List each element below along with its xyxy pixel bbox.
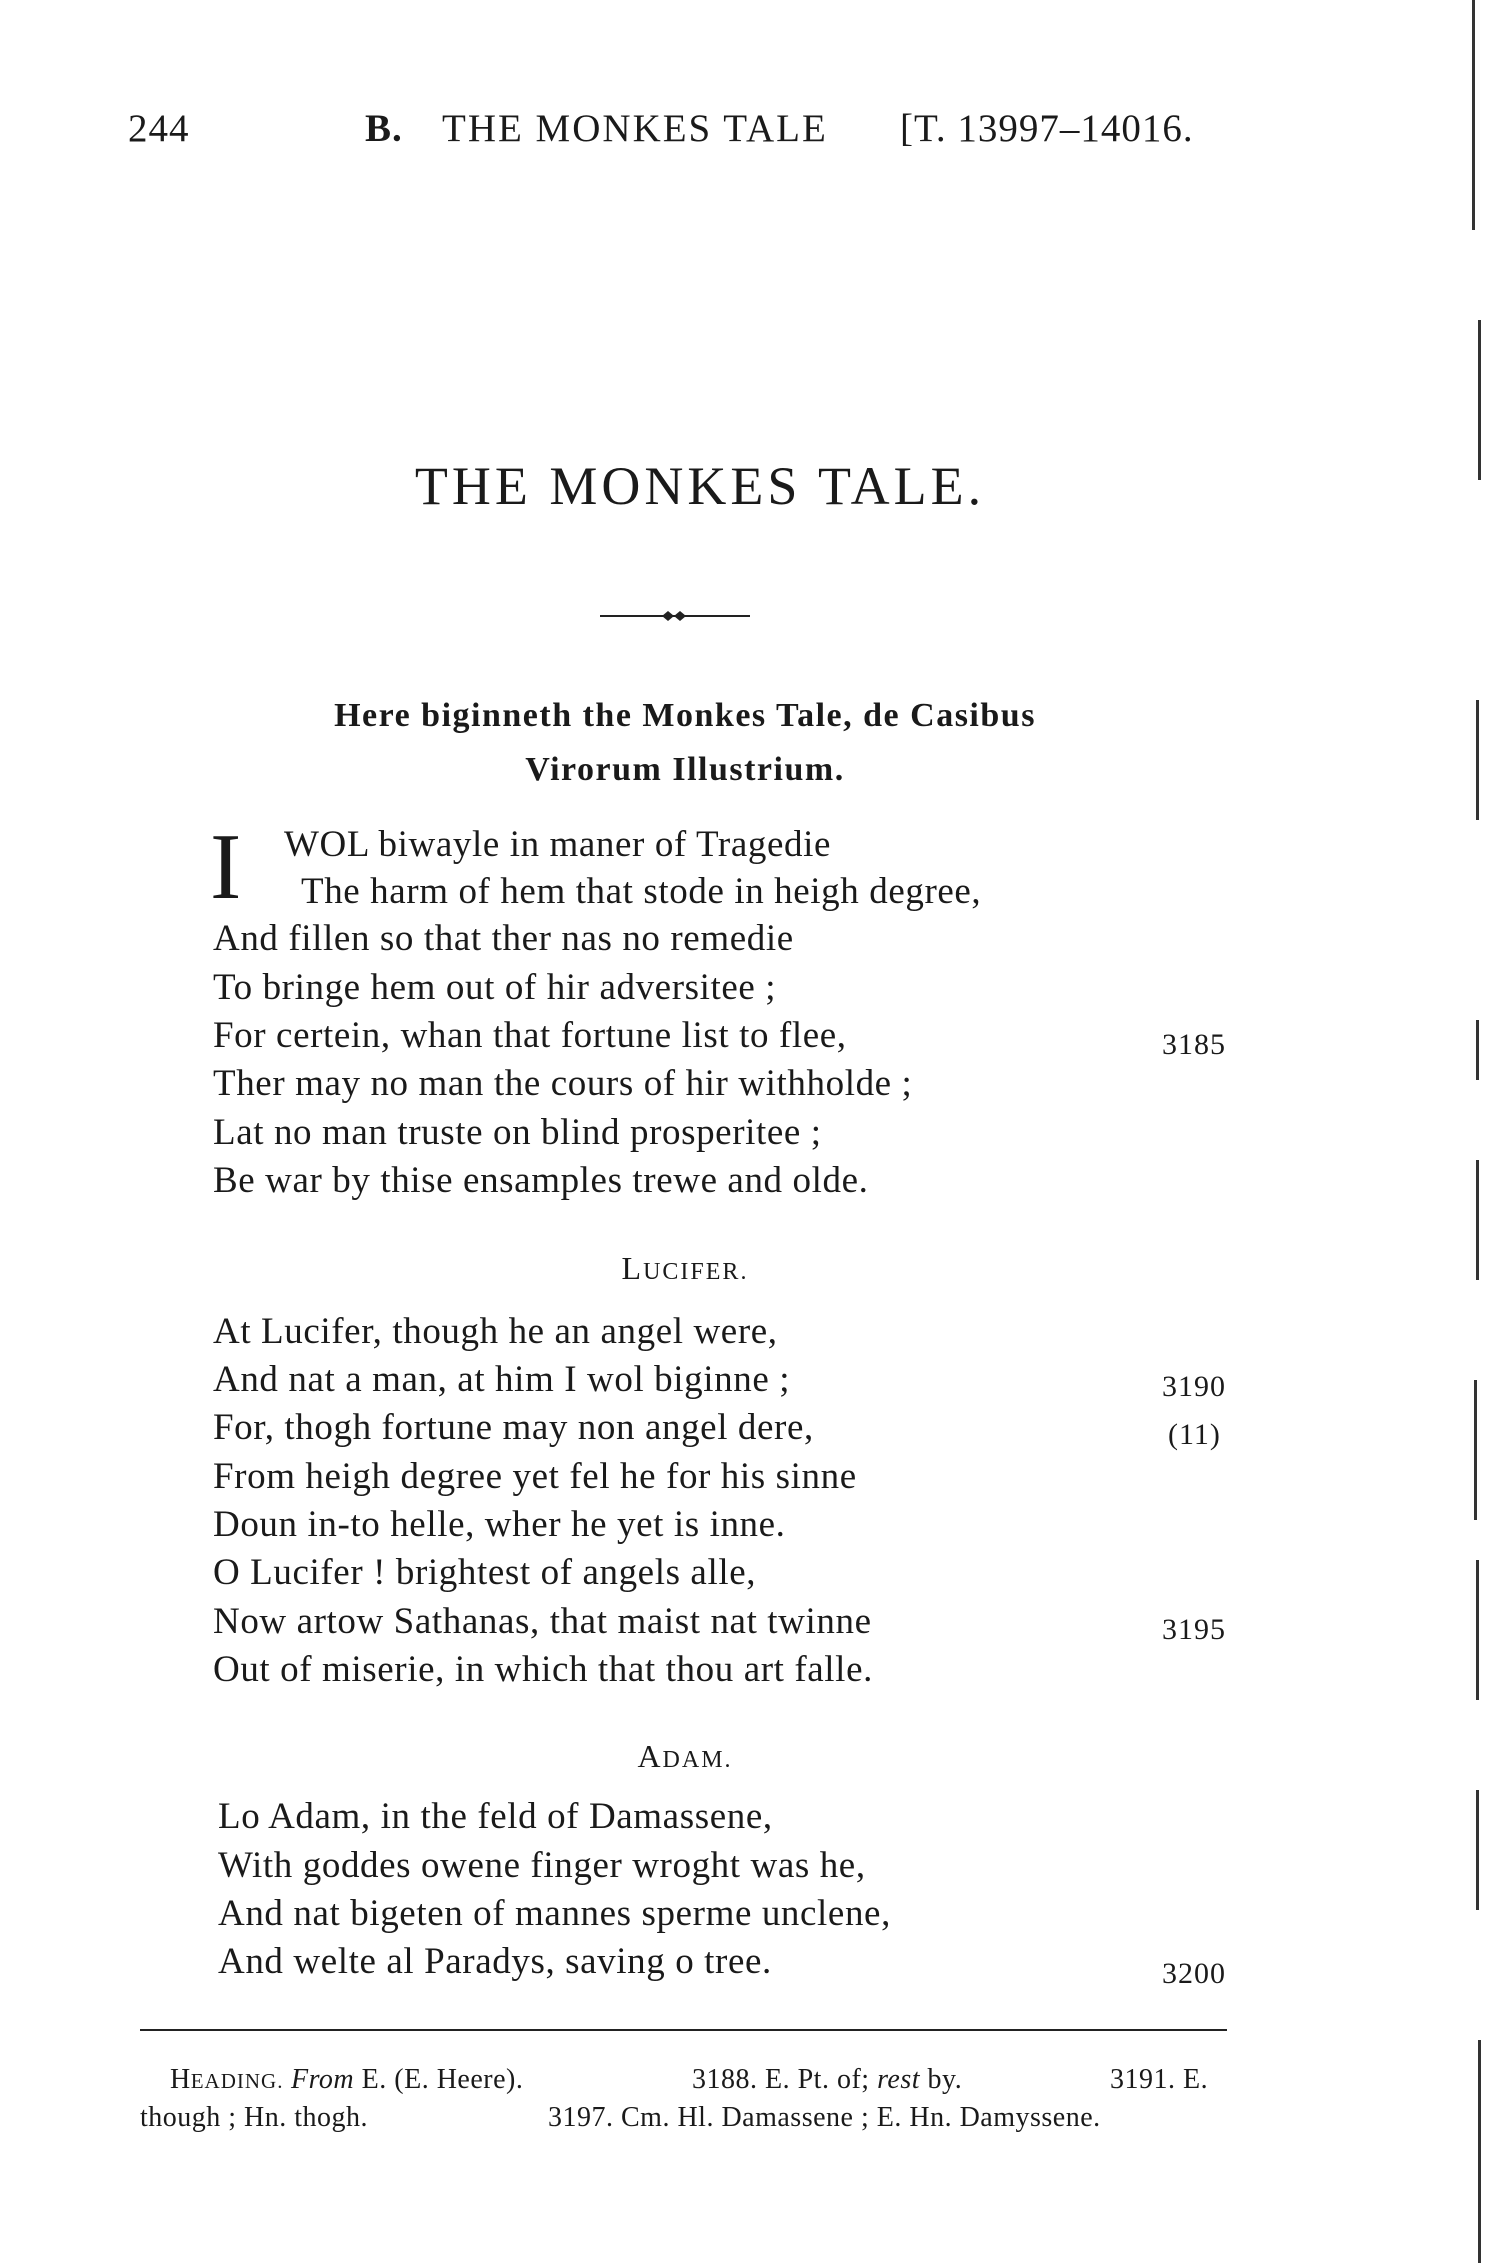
verse-line: For certein, whan that fortune list to flee, xyxy=(213,1015,847,1056)
scan-edge xyxy=(1476,1020,1479,1080)
verse-line: Ther may no man the cours of hir withholde ; xyxy=(213,1063,913,1104)
page-number: 244 xyxy=(128,107,190,150)
verse-line: From heigh degree yet fel he for his sinne xyxy=(213,1456,857,1497)
section-heading-adam: ADAM. xyxy=(637,1738,733,1774)
scan-edge xyxy=(1476,1560,1479,1700)
section-letter: B. xyxy=(365,107,403,150)
verse-line: And nat bigeten of mannes sperme unclene, xyxy=(218,1893,891,1934)
verse-line: And nat a man, at him I wol biginne ; xyxy=(213,1359,791,1400)
verse-line: To bringe hem out of hir adversitee ; xyxy=(213,967,777,1008)
footnote-3188: 3188. E. Pt. of; rest by. xyxy=(692,2064,963,2095)
scan-edge xyxy=(1476,700,1479,820)
line-number: 3185 xyxy=(1162,1028,1226,1061)
footnote-line-2: though ; Hn. thogh. xyxy=(140,2102,369,2133)
scan-edge xyxy=(1476,1160,1479,1280)
footnote-3191: 3191. E. xyxy=(1110,2064,1209,2095)
line-number: 3195 xyxy=(1162,1613,1226,1646)
section-heading-lucifer: LUCIFER. xyxy=(621,1250,749,1286)
footnote-rule xyxy=(140,2029,1227,2031)
verse-line: Doun in-to helle, wher he yet is inne. xyxy=(213,1504,786,1545)
verse-line: Out of miserie, in which that thou art falle. xyxy=(213,1649,873,1690)
incipit-line-1: Here biginneth the Monkes Tale, de Casibus xyxy=(334,697,1036,734)
scan-edge xyxy=(1478,320,1481,480)
scan-edge xyxy=(1472,0,1475,230)
line-number: 3200 xyxy=(1162,1957,1226,1990)
verse-line: Now artow Sathanas, that maist nat twinne xyxy=(213,1601,872,1642)
footnote-heading: HEADING. From E. (E. Heere). xyxy=(170,2064,524,2095)
running-title: THE MONKES TALE xyxy=(442,107,828,150)
page-title: THE MONKES TALE. xyxy=(414,456,986,516)
verse-line: Lat no man truste on blind prosperitee ; xyxy=(213,1112,822,1153)
ornament-divider xyxy=(600,604,750,624)
verse-line: At Lucifer, though he an angel were, xyxy=(213,1311,778,1352)
line-number: 3190 xyxy=(1162,1370,1226,1403)
verse-line: Lo Adam, in the feld of Damassene, xyxy=(218,1796,773,1837)
verse-line: WOL biwayle in maner of Tragedie xyxy=(284,824,831,865)
line-number: (11) xyxy=(1168,1418,1221,1451)
verse-line: For, thogh fortune may non angel dere, xyxy=(213,1407,814,1448)
scan-edge xyxy=(1474,1380,1477,1520)
verse-line: And fillen so that ther nas no remedie xyxy=(213,918,794,959)
scan-edge xyxy=(1478,2040,1481,2263)
verse-line: O Lucifer ! brightest of angels alle, xyxy=(213,1552,757,1593)
verse-line: Be war by thise ensamples trewe and olde. xyxy=(213,1160,869,1201)
line-range: [T. 13997–14016. xyxy=(900,107,1194,150)
verse-line: With goddes owene finger wroght was he, xyxy=(218,1845,866,1886)
scan-edge xyxy=(1476,1790,1479,1910)
footnote-3197: 3197. Cm. Hl. Damassene ; E. Hn. Damyssene. xyxy=(548,2102,1101,2133)
verse-line: And welte al Paradys, saving o tree. xyxy=(218,1941,772,1982)
verse-line: The harm of hem that stode in heigh degree, xyxy=(301,871,982,912)
drop-cap: I xyxy=(210,815,242,919)
incipit-line-2: Virorum Illustrium. xyxy=(525,751,845,788)
